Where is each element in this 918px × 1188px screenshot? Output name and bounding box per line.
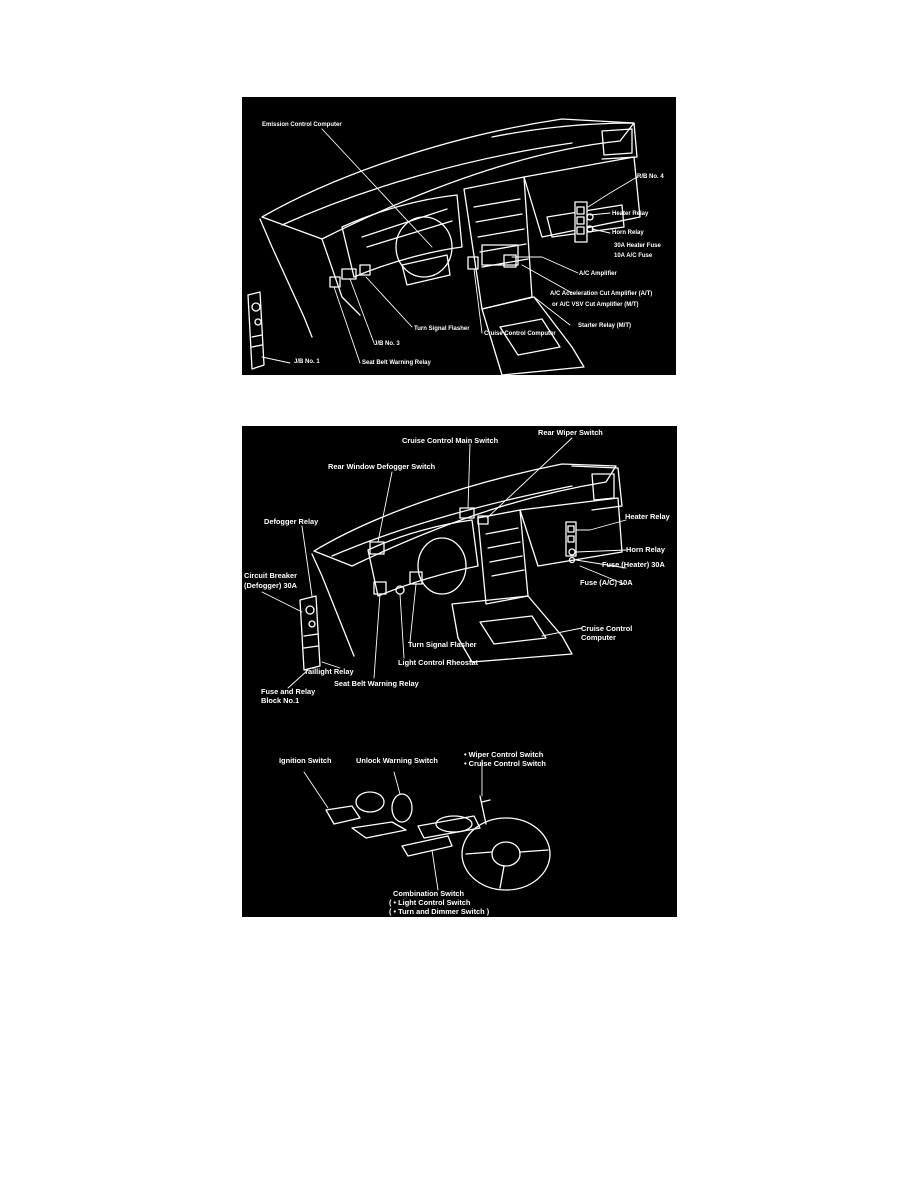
label-heater-fuse: 30A Heater Fuse bbox=[614, 243, 661, 249]
label-cruise-control-main-switch: Cruise Control Main Switch bbox=[402, 436, 499, 445]
label-wiper-control-switch: • Wiper Control Switch bbox=[464, 750, 544, 759]
label-ac-amplifier: A/C Amplifier bbox=[579, 271, 617, 277]
label-cruise-control-computer: Cruise Control bbox=[581, 624, 633, 633]
label-jb-no3: J/B No. 3 bbox=[374, 341, 400, 347]
label-combination-switch: Combination Switch bbox=[393, 889, 465, 898]
label-emission-control-computer: Emission Control Computer bbox=[262, 122, 342, 128]
rb-no4-relay-block bbox=[575, 202, 593, 242]
label-circuit-breaker: Circuit Breaker bbox=[244, 571, 297, 580]
label-taillight-relay: Taillight Relay bbox=[304, 667, 354, 676]
label-rb-no4: R/B No. 4 bbox=[637, 174, 664, 180]
dash-top-crease bbox=[282, 143, 572, 225]
label-starter-relay: Starter Relay (M/T) bbox=[578, 323, 632, 329]
label-horn-relay: Horn Relay bbox=[626, 545, 666, 554]
label-heater-relay: Heater Relay bbox=[612, 211, 649, 217]
label-light-control-switch: ( • Light Control Switch bbox=[389, 898, 471, 907]
label-turn-dimmer-switch: ( • Turn and Dimmer Switch ) bbox=[389, 907, 490, 916]
label-jb-no1: J/B No. 1 bbox=[294, 359, 320, 365]
heater-horn-relay-block bbox=[566, 522, 576, 563]
cruise-computer-module bbox=[468, 257, 478, 269]
label-turn-signal-flasher: Turn Signal Flasher bbox=[414, 326, 470, 332]
label-fuse-heater: Fuse (Heater) 30A bbox=[602, 560, 665, 569]
label-ignition-switch: Ignition Switch bbox=[279, 756, 332, 765]
label-ac-vsv-cut-amplifier: or A/C VSV Cut Amplifier (M/T) bbox=[552, 302, 639, 308]
label-seat-belt-warning-relay: Seat Belt Warning Relay bbox=[334, 679, 419, 688]
label-seat-belt-warning-relay: Seat Belt Warning Relay bbox=[362, 360, 431, 366]
steering-wheel-outline bbox=[396, 217, 452, 277]
steering-column bbox=[418, 538, 466, 594]
label-ac-fuse: 10A A/C Fuse bbox=[614, 253, 653, 259]
label-rear-wiper-switch: Rear Wiper Switch bbox=[538, 428, 603, 437]
label-defogger-relay: Defogger Relay bbox=[264, 517, 319, 526]
label-cruise-control-computer: Cruise Control Computer bbox=[484, 331, 556, 337]
label-turn-signal-flasher: Turn Signal Flasher bbox=[408, 640, 477, 649]
label-cruise-control-switch: • Cruise Control Switch bbox=[464, 759, 546, 768]
label-rear-window-defogger-switch: Rear Window Defogger Switch bbox=[328, 462, 436, 471]
label-fuse-relay-block-2: Block No.1 bbox=[261, 696, 300, 705]
center-console bbox=[452, 596, 572, 662]
label-fuse-relay-block: Fuse and Relay bbox=[261, 687, 316, 696]
dashboard-relay-locations-diagram bbox=[242, 97, 676, 375]
label-fuse-ac: Fuse (A/C) 10A bbox=[580, 578, 633, 587]
label-light-control-rheostat: Light Control Rheostat bbox=[398, 658, 479, 667]
jb-no1-junction-block bbox=[248, 292, 264, 369]
label-ac-accel-cut-amplifier: A/C Acceleration Cut Amplifier (A/T) bbox=[550, 291, 653, 297]
fuse-relay-block-no1 bbox=[300, 596, 320, 670]
instrument-cluster bbox=[368, 520, 478, 596]
center-stack bbox=[464, 177, 532, 309]
label-unlock-warning-switch: Unlock Warning Switch bbox=[356, 756, 438, 765]
steering-wheel bbox=[462, 818, 550, 890]
dashboard-line-art bbox=[242, 97, 676, 375]
label-horn-relay: Horn Relay bbox=[612, 230, 644, 236]
combination-switch-assembly bbox=[326, 792, 550, 890]
label-circuit-breaker-rating: (Defogger) 30A bbox=[244, 581, 297, 590]
dashboard-switch-locations-diagram bbox=[242, 426, 677, 917]
label-cruise-control-computer-2: Computer bbox=[581, 633, 616, 642]
dash-front-edge bbox=[260, 219, 312, 337]
label-heater-relay: Heater Relay bbox=[625, 512, 670, 521]
